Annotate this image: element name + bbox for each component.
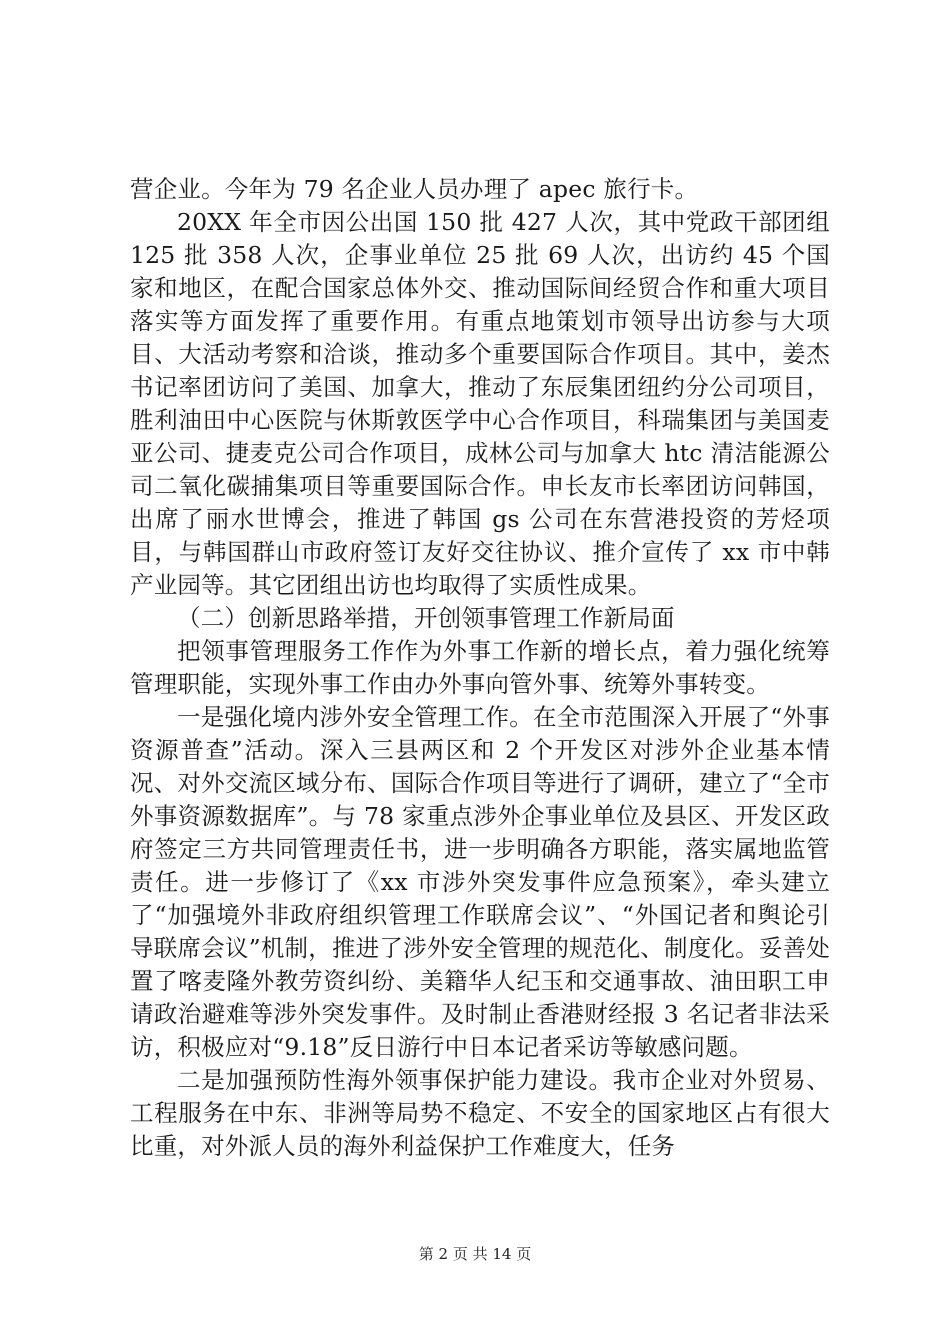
section-heading-consular-management: （二）创新思路举措，开创领事管理工作新局面 bbox=[177, 604, 675, 632]
paragraph-continuation: 营企业。今年为 79 名企业人员办理了 apec 旅行卡。 bbox=[130, 175, 699, 203]
document-body bbox=[130, 173, 830, 1163]
paragraph-consular-intro: 把领事管理服务工作作为外事工作新的增长点，着力强化统筹管理职能，实现外事工作由办外事向管外事、统筹外事转变。 bbox=[130, 637, 830, 698]
page-footer bbox=[0, 1243, 950, 1264]
paragraph-outbound-visits: 20XX 年全市因公出国 150 批 427 人次，其中党政干部团组 125 批 358 人次，企事业单位 25 批 69 人次，出访约 45 个国家和地区，在配合国家总体外交、推动国际间经贸合作和重大项目落实等方面发挥了重要作用。有重点地策划市领导出访参与大项目、大活动考察和洽谈，推动多个重要国际合作项目。其中，姜杰书记率团访问了美国、加拿大，推动了东辰集团纽约分公司项目，胜利油田中心医院与休斯敦医学中心合作项目，科瑞集团与美国麦亚公司、捷麦克公司合作项目，成林公司与加拿大 htc 清洁能源公司二氧化碳捕集项目等重要国际合作。申长友市长率团访问韩国，出席了丽水世博会，推进了韩国 gs 公司在东营港投资的芳烃项目，与韩国群山市政府签订友好交往协议、推介宣传了 xx 市中韩产业园等。其它团组出访也均取得了实质性成果。 bbox=[130, 208, 830, 599]
page-number-label: 第 2 页 共 14 页 bbox=[418, 1245, 532, 1263]
paragraph-domestic-security: 一是强化境内涉外安全管理工作。在全市范围深入开展了“外事资源普查”活动。深入三县两区和 2 个开发区对涉外企业基本情况、对外交流区域分布、国际合作项目等进行了调研，建立了“全市外事资源数据库”。与 78 家重点涉外企事业单位及县区、开发区政府签定三方共同管理责任书，进一步明确各方职能，落实属地监管责任。进一步修订了《xx 市涉外突发事件应急预案》，牵头建立了“加强境外非政府组织管理工作联席会议”、“外国记者和舆论引导联席会议”机制，推进了涉外安全管理的规范化、制度化。妥善处置了喀麦隆外教劳资纠纷、美籍华人纪玉和交通事故、油田职工申请政治避难等涉外突发事件。及时制止香港财经报 3 名记者非法采访，积极应对“9.18”反日游行中日本记者采访等敏感问题。 bbox=[130, 703, 830, 1061]
paragraph-overseas-protection: 二是加强预防性海外领事保护能力建设。我市企业对外贸易、工程服务在中东、非洲等局势不稳定、不安全的国家地区占有很大比重，对外派人员的海外利益保护工作难度大，任务 bbox=[130, 1066, 830, 1160]
